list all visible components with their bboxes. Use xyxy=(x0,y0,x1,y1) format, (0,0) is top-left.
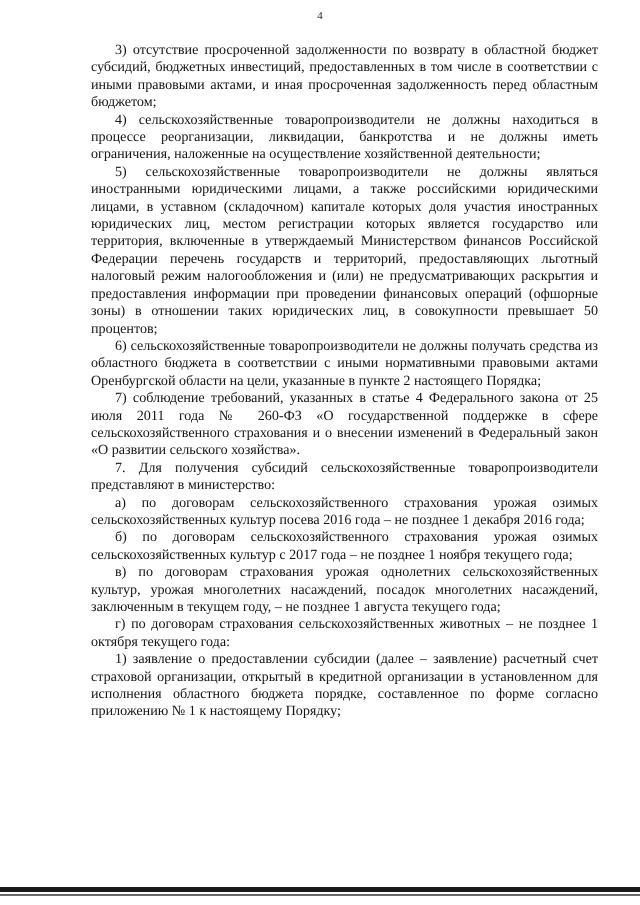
scan-bottom-edge-shadow xyxy=(0,894,640,896)
paragraph-item-4-reorganization: 4) сельскохозяйственные товаропроизводители не должны находиться в процессе реорганизации, ликвидации, банкротства и не должны иметь ограничения, наложенные на осуществление хозяйственной деятельности; xyxy=(91,111,598,163)
document-body xyxy=(91,42,598,721)
paragraph-item-3-debt: 3) отсутствие просроченной задолженности по возврату в областной бюджет субсидий, бюджетных инвестиций, предоставленных в том числе в соответствии с иными правовыми актами, и иная просроченная задолженность перед областным бюджетом; xyxy=(91,42,598,111)
paragraph-item-5-foreign-entities: 5) сельскохозяйственные товаропроизводители не должны являться иностранными юридическими лицами, а также российскими юридическими лицами, в уставном (складочном) капитале которых доля участия иностранных юридических лиц, местом регистрации которых является государство или территория, включенные в утверждаемый Министерством финансов Российской Федерации перечень государств и территорий, предоставляющих льготный налоговый режим налогообложения и (или) не предусматривающих раскрытия и предоставления информации при проведении финансовых операций (офшорные зоны) в отношении таких юридических лиц, в совокупности превышает 50 процентов; xyxy=(91,163,598,337)
paragraph-section-7: 7. Для получения субсидий сельскохозяйственные товаропроизводители представляют в министерство: xyxy=(91,459,598,494)
paragraph-item-7-federal-law: 7) соблюдение требований, указанных в статье 4 Федерального закона от 25 июля 2011 года № 260-ФЗ «О государственной поддержке в сфере сельскохозяйственного страхования и о внесении изменений в Федеральный закон «О развитии сельского хозяйства». xyxy=(91,390,598,459)
page-number: 4 xyxy=(317,10,323,22)
paragraph-deadline-b: б) по договорам сельскохозяйственного страхования урожая озимых сельскохозяйственных культур с 2017 года – не позднее 1 ноября текущего года; xyxy=(91,529,598,563)
paragraph-deadline-v: в) по договорам страхования урожая однолетних сельскохозяйственных культур, урожая многолетних насаждений, посадок многолетних насаждений, заключенным в текущем году, – не позднее 1 августа текущего года; xyxy=(91,564,598,615)
paragraph-deadline-g: г) по договорам страхования сельскохозяйственных животных – не позднее 1 октября текущего года: xyxy=(91,616,598,650)
paragraph-deadline-a: а) по договорам сельскохозяйственного страхования урожая озимых сельскохозяйственных культур посева 2016 года – не позднее 1 декабря 2016 года; xyxy=(91,494,598,528)
scan-bottom-edge xyxy=(0,887,640,892)
paragraph-item-6-other-funds: 6) сельскохозяйственные товаропроизводители не должны получать средства из областного бюджета в соответствии с иными нормативными правовыми актами Оренбургской области на цели, указанные в пункте 2 настоящего Порядка; xyxy=(91,337,598,389)
paragraph-application: 1) заявление о предоставлении субсидии (далее – заявление) расчетный счет страховой организации, открытый в кредитной организации в установленном для исполнения областного бюджета порядке, составленное по форме согласно приложению № 1 к настоящему Порядку; xyxy=(91,651,598,720)
